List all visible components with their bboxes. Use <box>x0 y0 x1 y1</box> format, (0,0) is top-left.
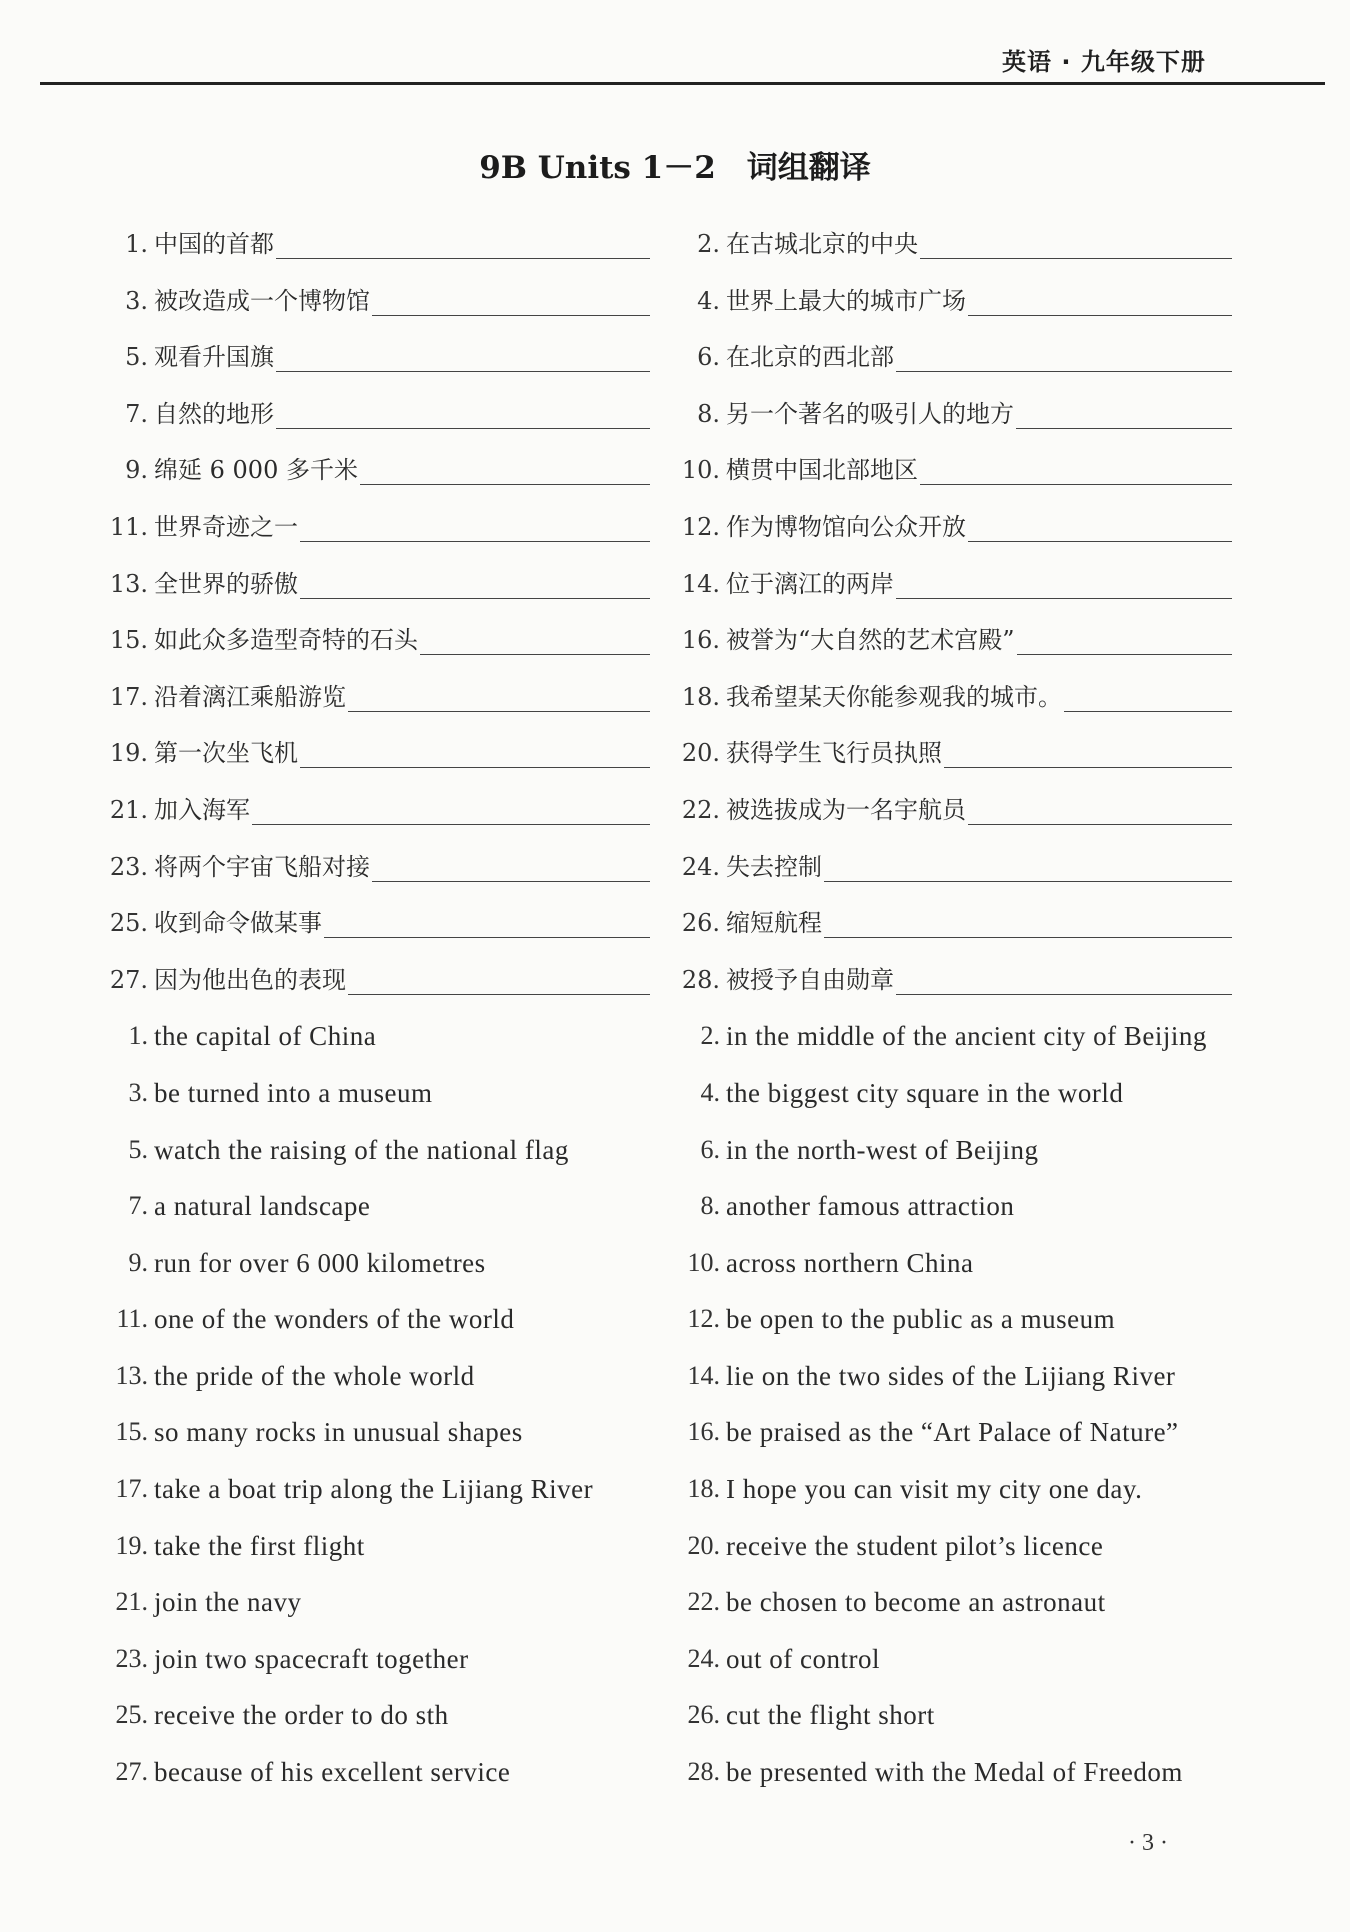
answer-blank-line[interactable] <box>300 564 650 599</box>
question-text: 绵延 6 000 多千米 <box>154 456 358 485</box>
question-item <box>100 733 650 789</box>
question-text: 中国的首都 <box>154 230 274 258</box>
answer-text: receive the order to do sth <box>154 1700 449 1731</box>
item-number: 28. <box>681 965 720 994</box>
answer-row <box>0 1469 1350 1526</box>
answer-text: take a boat trip along the Lijiang River <box>154 1474 594 1505</box>
item-number: 28. <box>687 1757 720 1787</box>
question-item <box>672 960 1232 1016</box>
item-number: 12. <box>687 1304 720 1334</box>
answer-row <box>0 1356 1350 1413</box>
item-number: 17. <box>109 682 148 711</box>
answer-item <box>100 1016 650 1072</box>
answer-item <box>100 1243 650 1299</box>
item-number: 10. <box>687 1247 720 1277</box>
item-number: 8. <box>697 399 720 428</box>
question-text: 自然的地形 <box>154 399 274 428</box>
question-item <box>672 281 1232 337</box>
item-number: 5. <box>128 1134 148 1164</box>
item-number: 3. <box>128 1077 148 1107</box>
question-item <box>672 620 1232 676</box>
item-number: 27. <box>109 965 148 994</box>
question-row <box>0 564 1350 621</box>
answer-text: take the first flight <box>154 1530 365 1561</box>
question-text: 横贯中国北部地区 <box>726 456 918 485</box>
answer-text: in the middle of the ancient city of Beijing <box>726 1021 1207 1052</box>
answer-blank-line[interactable] <box>324 903 650 938</box>
question-text: 被誉为“大自然的艺术宫殿” <box>726 626 1015 655</box>
question-item <box>672 677 1232 733</box>
answer-text: watch the raising of the national flag <box>154 1134 569 1165</box>
question-item <box>100 224 650 280</box>
item-number: 4. <box>700 1077 720 1107</box>
item-number: 26. <box>681 909 720 938</box>
answer-blank-line[interactable] <box>360 450 650 485</box>
item-number: 14. <box>687 1360 720 1390</box>
question-item <box>672 733 1232 789</box>
answer-blank-line[interactable] <box>968 790 1232 825</box>
question-item <box>100 790 650 846</box>
answer-blank-line[interactable] <box>824 903 1232 938</box>
answer-item <box>672 1186 1232 1242</box>
item-number: 4. <box>697 286 720 315</box>
answer-item <box>100 1186 650 1242</box>
question-item <box>672 337 1232 393</box>
question-row <box>0 620 1350 677</box>
item-number: 18. <box>681 682 720 711</box>
answer-blank-line[interactable] <box>944 733 1232 768</box>
answer-blank-line[interactable] <box>276 394 650 429</box>
item-number: 11. <box>116 1304 148 1334</box>
question-item <box>100 903 650 959</box>
item-number: 1. <box>128 1021 148 1051</box>
answer-item <box>672 1016 1232 1072</box>
answer-row <box>0 1243 1350 1300</box>
answer-item <box>672 1299 1232 1355</box>
answer-text: so many rocks in unusual shapes <box>154 1417 523 1448</box>
answer-text: be open to the public as a museum <box>726 1304 1116 1335</box>
answer-text: receive the student pilot’s licence <box>726 1530 1104 1561</box>
item-number: 7. <box>128 1191 148 1221</box>
item-number: 19. <box>115 1530 148 1560</box>
answer-blank-line[interactable] <box>300 507 650 542</box>
answer-blank-line[interactable] <box>1016 394 1232 429</box>
answer-text: cut the flight short <box>726 1700 935 1731</box>
answer-text: out of control <box>726 1643 880 1674</box>
question-text: 观看升国旗 <box>154 343 274 372</box>
item-number: 7. <box>125 399 148 428</box>
question-row <box>0 224 1350 281</box>
question-text: 获得学生飞行员执照 <box>726 739 942 768</box>
item-number: 2. <box>697 230 720 258</box>
answer-text: a natural landscape <box>154 1191 371 1222</box>
question-text: 被选拔成为一名宇航员 <box>726 795 966 824</box>
question-row <box>0 790 1350 847</box>
answer-blank-line[interactable] <box>920 450 1232 485</box>
answer-item <box>100 1695 650 1751</box>
question-row <box>0 960 1350 1017</box>
answer-text: the biggest city square in the world <box>726 1077 1124 1108</box>
question-text: 将两个宇宙飞船对接 <box>154 852 370 881</box>
answer-item <box>100 1299 650 1355</box>
item-number: 11. <box>109 512 148 541</box>
question-row <box>0 507 1350 564</box>
answer-blank-line[interactable] <box>252 790 650 825</box>
question-item <box>100 847 650 903</box>
answer-text: another famous attraction <box>726 1191 1015 1222</box>
question-text: 作为博物馆向公众开放 <box>726 512 966 541</box>
answer-item <box>672 1356 1232 1412</box>
question-row <box>0 337 1350 394</box>
answer-blank-line[interactable] <box>896 337 1232 372</box>
answer-text: be turned into a museum <box>154 1077 433 1108</box>
answer-item <box>100 1582 650 1638</box>
answer-row <box>0 1582 1350 1639</box>
answer-row <box>0 1186 1350 1243</box>
question-item <box>100 620 650 676</box>
question-item <box>100 281 650 337</box>
answer-row <box>0 1412 1350 1469</box>
question-row <box>0 677 1350 734</box>
answer-blank-line[interactable] <box>968 507 1232 542</box>
answer-item <box>672 1526 1232 1582</box>
answer-row <box>0 1526 1350 1583</box>
answer-item <box>672 1695 1232 1751</box>
answer-item <box>100 1073 650 1129</box>
question-row <box>0 281 1350 338</box>
question-item <box>672 224 1232 280</box>
answer-blank-line[interactable] <box>348 677 650 712</box>
answer-text: run for over 6 000 kilometres <box>154 1247 486 1278</box>
item-number: 14. <box>681 569 720 598</box>
question-item <box>100 564 650 620</box>
item-number: 10. <box>681 456 720 485</box>
question-row <box>0 903 1350 960</box>
item-number: 6. <box>697 343 720 372</box>
question-text: 世界上最大的城市广场 <box>726 286 966 315</box>
question-item <box>672 450 1232 506</box>
answer-row <box>0 1695 1350 1752</box>
question-text: 因为他出色的表现 <box>154 965 346 994</box>
item-number: 25. <box>115 1700 148 1730</box>
answer-text: join the navy <box>154 1587 302 1618</box>
answer-item <box>672 1752 1232 1808</box>
answer-item <box>672 1130 1232 1186</box>
answer-blank-line[interactable] <box>920 224 1232 259</box>
answer-blank-line[interactable] <box>968 281 1232 316</box>
question-text: 在古城北京的中央 <box>726 230 918 258</box>
answer-text: be chosen to become an astronaut <box>726 1587 1106 1618</box>
page-title: 9B Units 1－2 词组翻译 <box>479 150 871 186</box>
question-row <box>0 847 1350 904</box>
item-number: 22. <box>687 1587 720 1617</box>
item-number: 24. <box>687 1643 720 1673</box>
answer-item <box>672 1412 1232 1468</box>
question-item <box>672 394 1232 450</box>
item-number: 15. <box>109 626 148 655</box>
item-number: 6. <box>700 1134 720 1164</box>
answer-blank-line[interactable] <box>824 847 1232 882</box>
answer-text: in the north-west of Beijing <box>726 1134 1039 1165</box>
answer-row <box>0 1073 1350 1130</box>
item-number: 1. <box>125 230 148 258</box>
item-number: 13. <box>115 1360 148 1390</box>
answer-blank-line[interactable] <box>348 960 650 995</box>
item-number: 20. <box>687 1530 720 1560</box>
question-row <box>0 394 1350 451</box>
item-number: 19. <box>109 739 148 768</box>
question-text: 世界奇迹之一 <box>154 512 298 541</box>
question-item <box>100 507 650 563</box>
question-text: 失去控制 <box>726 852 822 881</box>
answer-blank-line[interactable] <box>896 960 1232 995</box>
item-number: 24. <box>681 852 720 881</box>
question-text: 被授予自由勋章 <box>726 965 894 994</box>
answer-item <box>100 1130 650 1186</box>
item-number: 12. <box>681 512 720 541</box>
answer-text: be praised as the “Art Palace of Nature” <box>726 1417 1179 1448</box>
answer-item <box>100 1412 650 1468</box>
item-number: 3. <box>125 286 148 315</box>
question-item <box>672 790 1232 846</box>
answer-item <box>100 1356 650 1412</box>
answer-row <box>0 1752 1350 1809</box>
question-row <box>0 733 1350 790</box>
question-text: 第一次坐飞机 <box>154 739 298 768</box>
answer-text: I hope you can visit my city one day. <box>726 1474 1143 1505</box>
question-item <box>672 847 1232 903</box>
answer-row <box>0 1639 1350 1696</box>
page-number: · 3 · <box>1128 1830 1168 1856</box>
answer-blank-line[interactable] <box>372 281 650 316</box>
question-item <box>100 450 650 506</box>
answer-blank-line[interactable] <box>1017 620 1232 655</box>
item-number: 2. <box>700 1021 720 1051</box>
answer-item <box>100 1639 650 1695</box>
question-text: 沿着漓江乘船游览 <box>154 682 346 711</box>
answer-blank-line[interactable] <box>420 620 650 655</box>
exercise-grid <box>0 224 1350 1809</box>
question-text: 位于漓江的两岸 <box>726 569 894 598</box>
answer-text: the capital of China <box>154 1021 377 1052</box>
question-item <box>100 394 650 450</box>
answer-item <box>672 1469 1232 1525</box>
question-item <box>672 903 1232 959</box>
item-number: 9. <box>125 456 148 485</box>
item-number: 9. <box>128 1247 148 1277</box>
item-number: 25. <box>109 909 148 938</box>
item-number: 18. <box>687 1474 720 1504</box>
answer-item <box>100 1526 650 1582</box>
item-number: 23. <box>115 1643 148 1673</box>
item-number: 16. <box>681 626 720 655</box>
answer-row <box>0 1299 1350 1356</box>
item-number: 22. <box>681 795 720 824</box>
question-item <box>672 564 1232 620</box>
question-text: 缩短航程 <box>726 909 822 938</box>
answer-blank-line[interactable] <box>372 847 650 882</box>
answer-item <box>672 1243 1232 1299</box>
header-rule <box>40 82 1325 85</box>
question-text: 全世界的骄傲 <box>154 569 298 598</box>
question-row <box>0 450 1350 507</box>
answer-text: across northern China <box>726 1247 974 1278</box>
question-text: 加入海军 <box>154 795 250 824</box>
item-number: 20. <box>681 739 720 768</box>
item-number: 16. <box>687 1417 720 1447</box>
answer-text: one of the wonders of the world <box>154 1304 515 1335</box>
question-text: 在北京的西北部 <box>726 343 894 372</box>
item-number: 13. <box>109 569 148 598</box>
item-number: 15. <box>115 1417 148 1447</box>
question-text: 另一个著名的吸引人的地方 <box>726 399 1014 428</box>
question-text: 如此众多造型奇特的石头 <box>154 626 418 655</box>
answer-text: join two spacecraft together <box>154 1643 469 1674</box>
answer-item <box>100 1752 650 1808</box>
answer-blank-line[interactable] <box>276 337 650 372</box>
question-item <box>100 677 650 733</box>
answer-item <box>672 1582 1232 1638</box>
question-text: 我希望某天你能参观我的城市。 <box>726 682 1062 711</box>
answer-item <box>672 1073 1232 1129</box>
answer-blank-line[interactable] <box>896 564 1232 599</box>
question-item <box>100 960 650 1016</box>
answer-row <box>0 1130 1350 1187</box>
answer-text: be presented with the Medal of Freedom <box>726 1757 1183 1788</box>
question-text: 被改造成一个博物馆 <box>154 286 370 315</box>
item-number: 21. <box>115 1587 148 1617</box>
answer-text: because of his excellent service <box>154 1757 511 1788</box>
answer-text: lie on the two sides of the Lijiang River <box>726 1360 1176 1391</box>
answer-blank-line[interactable] <box>300 733 650 768</box>
question-item <box>672 507 1232 563</box>
answer-item <box>100 1469 650 1525</box>
answer-text: the pride of the whole world <box>154 1360 475 1391</box>
item-number: 23. <box>109 852 148 881</box>
item-number: 17. <box>115 1474 148 1504</box>
answer-item <box>672 1639 1232 1695</box>
answer-row <box>0 1016 1350 1073</box>
item-number: 27. <box>115 1757 148 1787</box>
question-text: 收到命令做某事 <box>154 909 322 938</box>
item-number: 26. <box>687 1700 720 1730</box>
answer-blank-line[interactable] <box>1064 677 1232 712</box>
answer-blank-line[interactable] <box>276 224 650 259</box>
item-number: 8. <box>700 1191 720 1221</box>
item-number: 5. <box>125 343 148 372</box>
running-header: 英语 · 九年级下册 <box>1002 48 1206 76</box>
item-number: 21. <box>109 795 148 824</box>
question-item <box>100 337 650 393</box>
